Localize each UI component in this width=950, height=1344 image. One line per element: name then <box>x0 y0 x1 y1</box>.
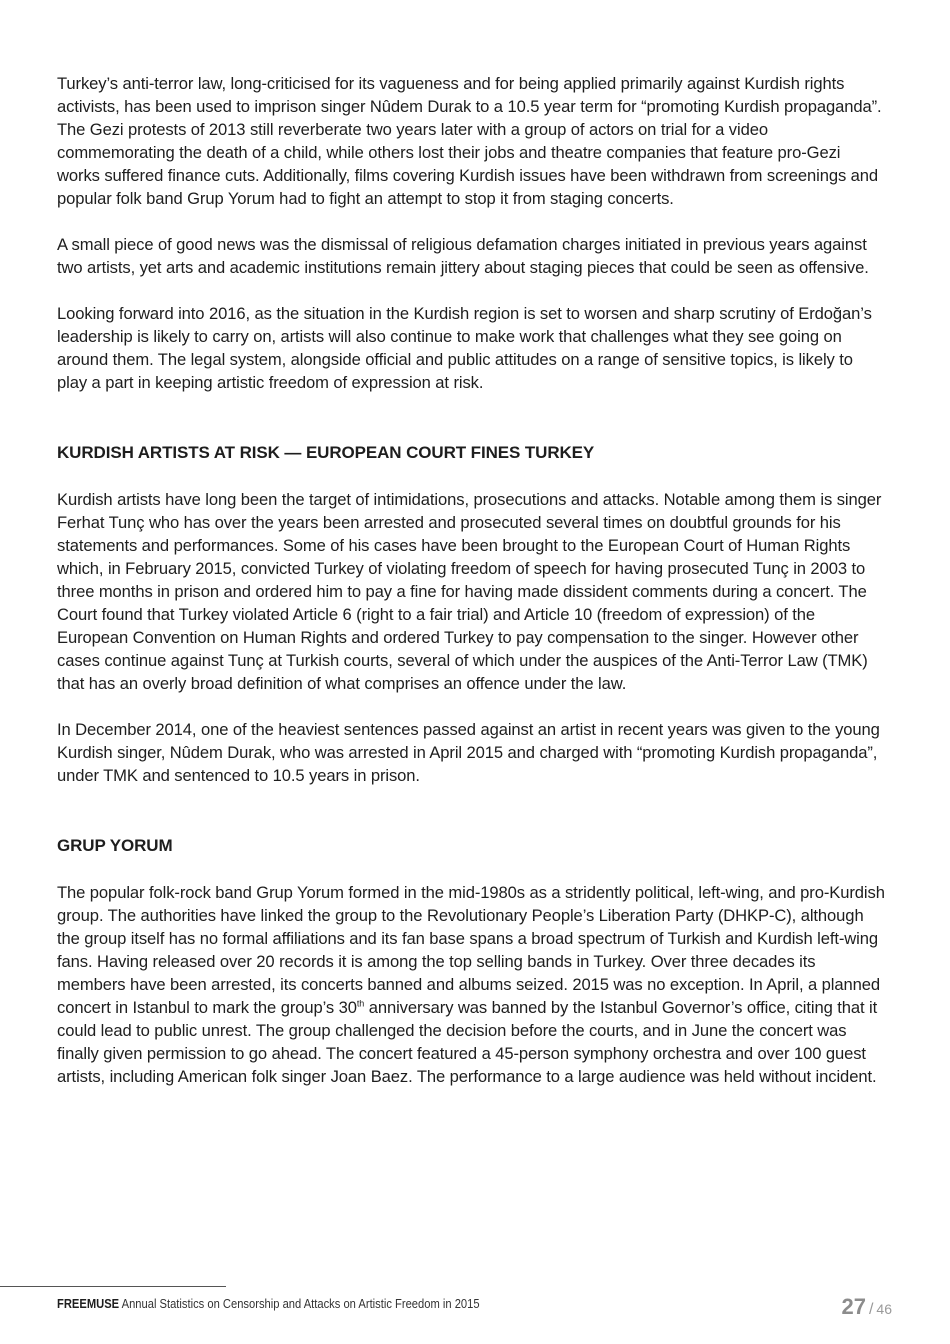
footer-divider <box>0 1286 226 1287</box>
page-number <box>841 1294 892 1320</box>
intro-paragraph: Turkey’s anti-terror law, long-criticised for its vagueness and for being applied primarily against Kurdish rights activists, has been used to imprison singer Nûdem Durak to a 10.5 year term for “promoting Kurdish propaganda”. The Gezi protests of 2013 still reverberate two years later with a group of actors on trial for a video commemorating the death of a child, while others lost their jobs and theatre companies that feature pro-Gezi works suffered finance cuts. Additionally, films covering Kurdish issues have been withdrawn from screenings and popular folk band Grup Yorum had to fight an attempt to stop it from staging concerts. <box>57 74 882 208</box>
section-heading-grup-yorum: GRUP YORUM <box>57 836 173 855</box>
kurdish-paragraph: In December 2014, one of the heaviest sentences passed against an artist in recent years was given to the young Kurdish singer, Nûdem Durak, who was arrested in April 2015 and charged with “promoting Kurdish propaganda”, under TMK and sentenced to 10.5 years in prison. <box>57 720 880 785</box>
footer-title <box>57 1296 480 1311</box>
grup-yorum-text-part2: anniversary was banned by the Istanbul Governor’s office, citing that it could lead to public unrest. The group challenged the decision before the courts, and in June the concert was finally given permission to go ahead. The concert featured a 45-person symphony orchestra and over 100 guest artists, including American folk singer Joan Baez. The performance to a large audience was held without incident. <box>57 998 878 1086</box>
document-body <box>57 72 887 1111</box>
page-current: 27 <box>841 1294 866 1319</box>
grup-yorum-paragraph <box>57 881 887 1088</box>
footer-brand: FREEMUSE <box>57 1296 120 1311</box>
page-separator: / <box>868 1301 874 1318</box>
kurdish-paragraph: Kurdish artists have long been the target of intimidations, prosecutions and attacks. Notable among them is singer Ferhat Tunç who has over the years been arrested and prosecuted several times on doubtful grounds for his statements and performances. Some of his cases have been brought to the European Court of Human Rights which, in February 2015, convicted Turkey of violating freedom of speech for having prosecuted Tunç in 2003 to three months in prison and ordered him to pay a fine for having made dissident comments during a concert. The Court found that Turkey violated Article 6 (right to a fair trial) and Article 10 (freedom of expression) of the European Convention on Human Rights and ordered Turkey to pay compensation to the singer. However other cases continue against Tunç at Turkish courts, several of which under the auspices of the Anti-Terror Law (TMK) that has an overly broad definition of what comprises an offence under the law. <box>57 490 882 693</box>
ordinal-suffix: th <box>356 998 365 1009</box>
intro-paragraph: A small piece of good news was the dismissal of religious defamation charges initiated in previous years against two artists, yet arts and academic institutions remain jittery about staging pieces that could be seen as offensive. <box>57 235 869 277</box>
grup-yorum-text-part1: The popular folk-rock band Grup Yorum formed in the mid-1980s as a stridently political, left-wing, and pro-Kurdish group. The authorities have linked the group to the Revolutionary People’s Liberation Party (DHKP-C), although the group itself has no formal affiliations and its fan base spans a broad spectrum of Turkish and Kurdish left-wing fans. Having released over 20 records it is among the top selling bands in Turkey. Over three decades its members have been arrested, its concerts banned and albums seized. 2015 was no exception. In April, a planned concert in Istanbul to mark the group’s 30 <box>57 883 885 1017</box>
footer-report-title: Annual Statistics on Censorship and Attacks on Artistic Freedom in 2015 <box>119 1296 480 1311</box>
intro-paragraph: Looking forward into 2016, as the situation in the Kurdish region is set to worsen and sharp scrutiny of Erdoğan’s leadership is likely to carry on, artists will also continue to make work that challenges what they see going on around them. The legal system, alongside official and public attitudes on a range of sensitive topics, is likely to play a part in keeping artistic freedom of expression at risk. <box>57 304 872 392</box>
page-total: 46 <box>876 1301 892 1317</box>
section-heading-kurdish-artists: KURDISH ARTISTS AT RISK — EUROPEAN COURT FINES TURKEY <box>57 443 595 462</box>
